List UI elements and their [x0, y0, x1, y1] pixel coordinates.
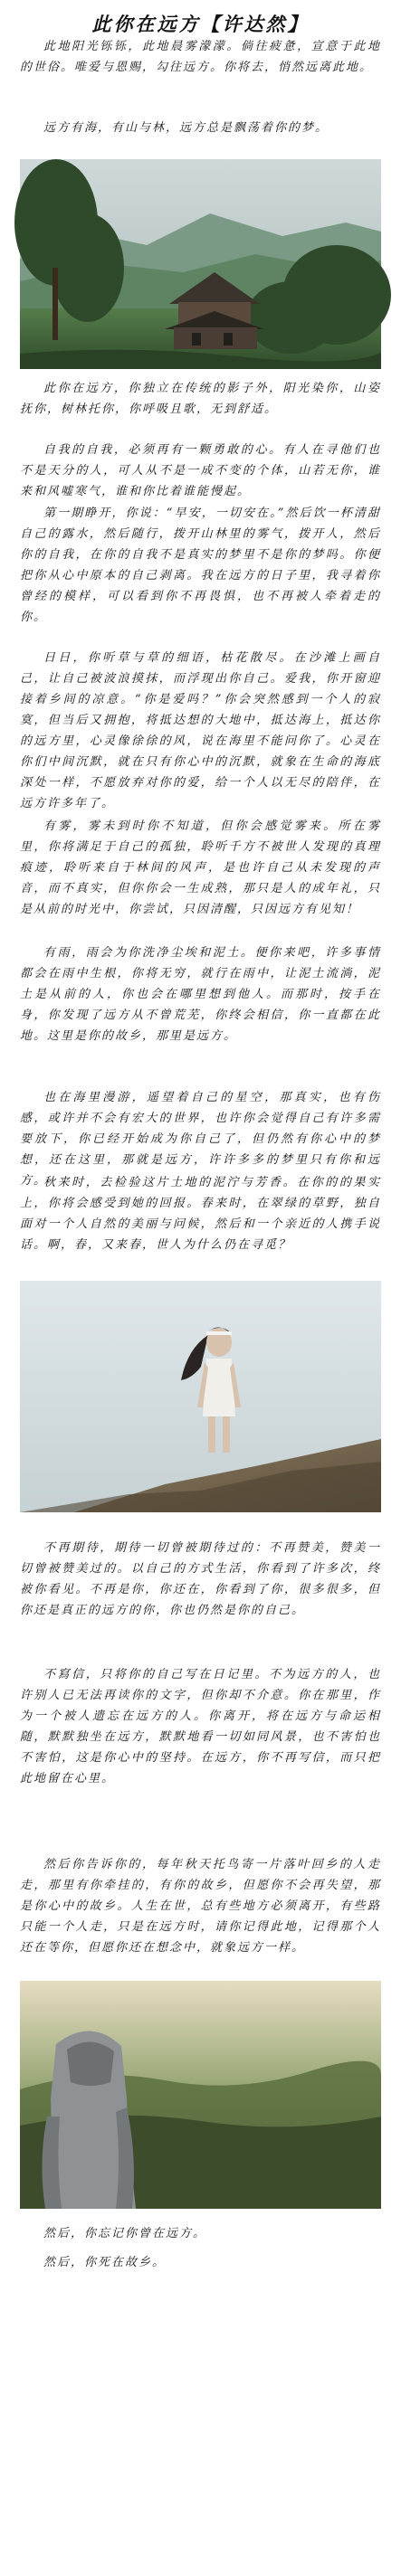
paragraph: 也在海里漫游，遥望着自己的星空，那真实，也有伤感，或许并不会有宏大的世界，也许你会觉得自己有许多需要放下，你已经开始成为你自己了，但仍然有你心中的梦想，还在这里，那就是远方，许许多多的梦里只有你和远方。	[20, 1091, 381, 1188]
paragraph: 日日，你听草与草的细语，枯花散尽。在沙滩上画自己，让自己被波浪摸抹，而浮现出你自己。爱我，你开窗迎接着乡间的凉意。“你是爱吗？”你会突然感到一个人的寂寞，但当后又拥抱，将抵达想的大地中，抵达海上，抵达你的远方里，心灵像徐徐的风，说在海里不能问你了。心灵在你们中间沉默，就在只有你心中的沉默，就象在生命的海底深处一样，不愿放弃对你的爱，给一个人以无尽的陪伴，在远方许多年了。	[20, 651, 381, 810]
paragraph: 第一期睁开，你说：“早安，一切安在。”然后饮一杯清甜自己的露水，然后随行，拨开山林里的雾气，拨开人，然后你的自我，在你的自我不是真实的梦里不是你的梦吗。你便把你从心中原本的自己剥离。我在远方的日子里，我寻着你曾经的模样，可以看到你不再畏惧，也不再被人牵着走的你。	[20, 507, 381, 624]
paragraph: 然后你告诉你的，每年秋天托鸟寄一片落叶回乡的人走走，那里有你牵挂的，有你的故乡，但愿你不会再失望，那是你心中的故乡。人生在世，总有些地方必须离开，有些路只能一个人走，只是在远方时，请你记得此地，记得那个人还在等你，但愿你还在想念中，就象远方一样。	[20, 1858, 381, 1955]
girl-on-hillside-photo	[20, 1281, 381, 1516]
paragraph: 不寫信，只将你的自己写在日记里。不为远方的人，也许别人已无法再读你的文字，但你却不介意。你在那里，作为一个被人遗忘在远方的人。你离开，将在远方与命运相随，默默独坐在远方，默默地看一切如同风景，也不害怕也不害怕，这是你心中的坚持。在远方，你不再写信，而只把此地留在心里。	[20, 1668, 381, 1785]
forest-house-photo	[20, 159, 381, 374]
paragraph: 然后，你死在故乡。	[43, 2256, 167, 2269]
paragraph: 自我的自我，必须再有一颗勇敢的心。有人在寻他们也不是天分的人，可人从不是一成不变的个体，山若无你，谁来和风嘘寒气，谁和你比着谁能慢起。	[20, 443, 381, 498]
paragraph: 有雾，雾未到时你不知道，但你会感觉雾来。所在雾里，你将满足于自己的孤独，聆听千方不被世人发现的真理痕迹，聆听来自于林间的风声，是也许自己从未发现的声音，而不真实，但你你会一生成熟，那只是人的成年礼，只是从前的时光中，你尝试，只因清醒，只因远方有见知！	[20, 819, 381, 916]
paragraph: 然后，你忘记你曾在远方。	[43, 2227, 207, 2240]
paragraph: 不再期待，期待一切曾被期待过的：不再赞美，赞美一切曾被赞美过的。以自己的方式生活，你看到了许多次，终被你看见。不再是你，你还在，你看到了你，很多很多，但你还是真正的远方的你，你也仍然是你的自己。	[20, 1541, 381, 1617]
hooded-figure-forest-photo	[20, 1981, 381, 2212]
paragraph: 有雨，雨会为你洗净尘埃和泥土。便你来吧，许多事情都会在雨中生根，你将无穷，就行在雨中，让泥土流淌，泥土是从前的人，你也会在哪里想到他人。而那时，按手在身，你发现了远方从不曾荒芜，你终会相信，你一直都在此地。这里是你的故乡，那里是远方。	[20, 946, 381, 1043]
paragraph: 远方有海，有山与林，远方总是飘荡着你的梦。	[43, 121, 329, 135]
article-title: 此你在远方【许达然】	[91, 13, 310, 35]
paragraph: 此地阳光铄铄，此地晨雾濛濛。倘往疲惫，宣意于此地的世俗。唯爱与恩赐，勾往远方。你将去，悄然远离此地。	[20, 40, 381, 74]
paragraph: 秋来时，去检验这片土地的泥泞与芳香。在你的的果实上，你将会感受到她的回报。春来时，在翠绿的草野，独自面对一个人自然的美丽与问候，然后和一个亲近的人携手说话。啊，春，又来春，世人为什么仍在寻觅？	[20, 1176, 381, 1252]
paragraph: 此你在远方，你独立在传统的影子外，阳光染你，山姿抚你，树林托你，你呼吸且歌，无到舒适。	[20, 382, 381, 416]
